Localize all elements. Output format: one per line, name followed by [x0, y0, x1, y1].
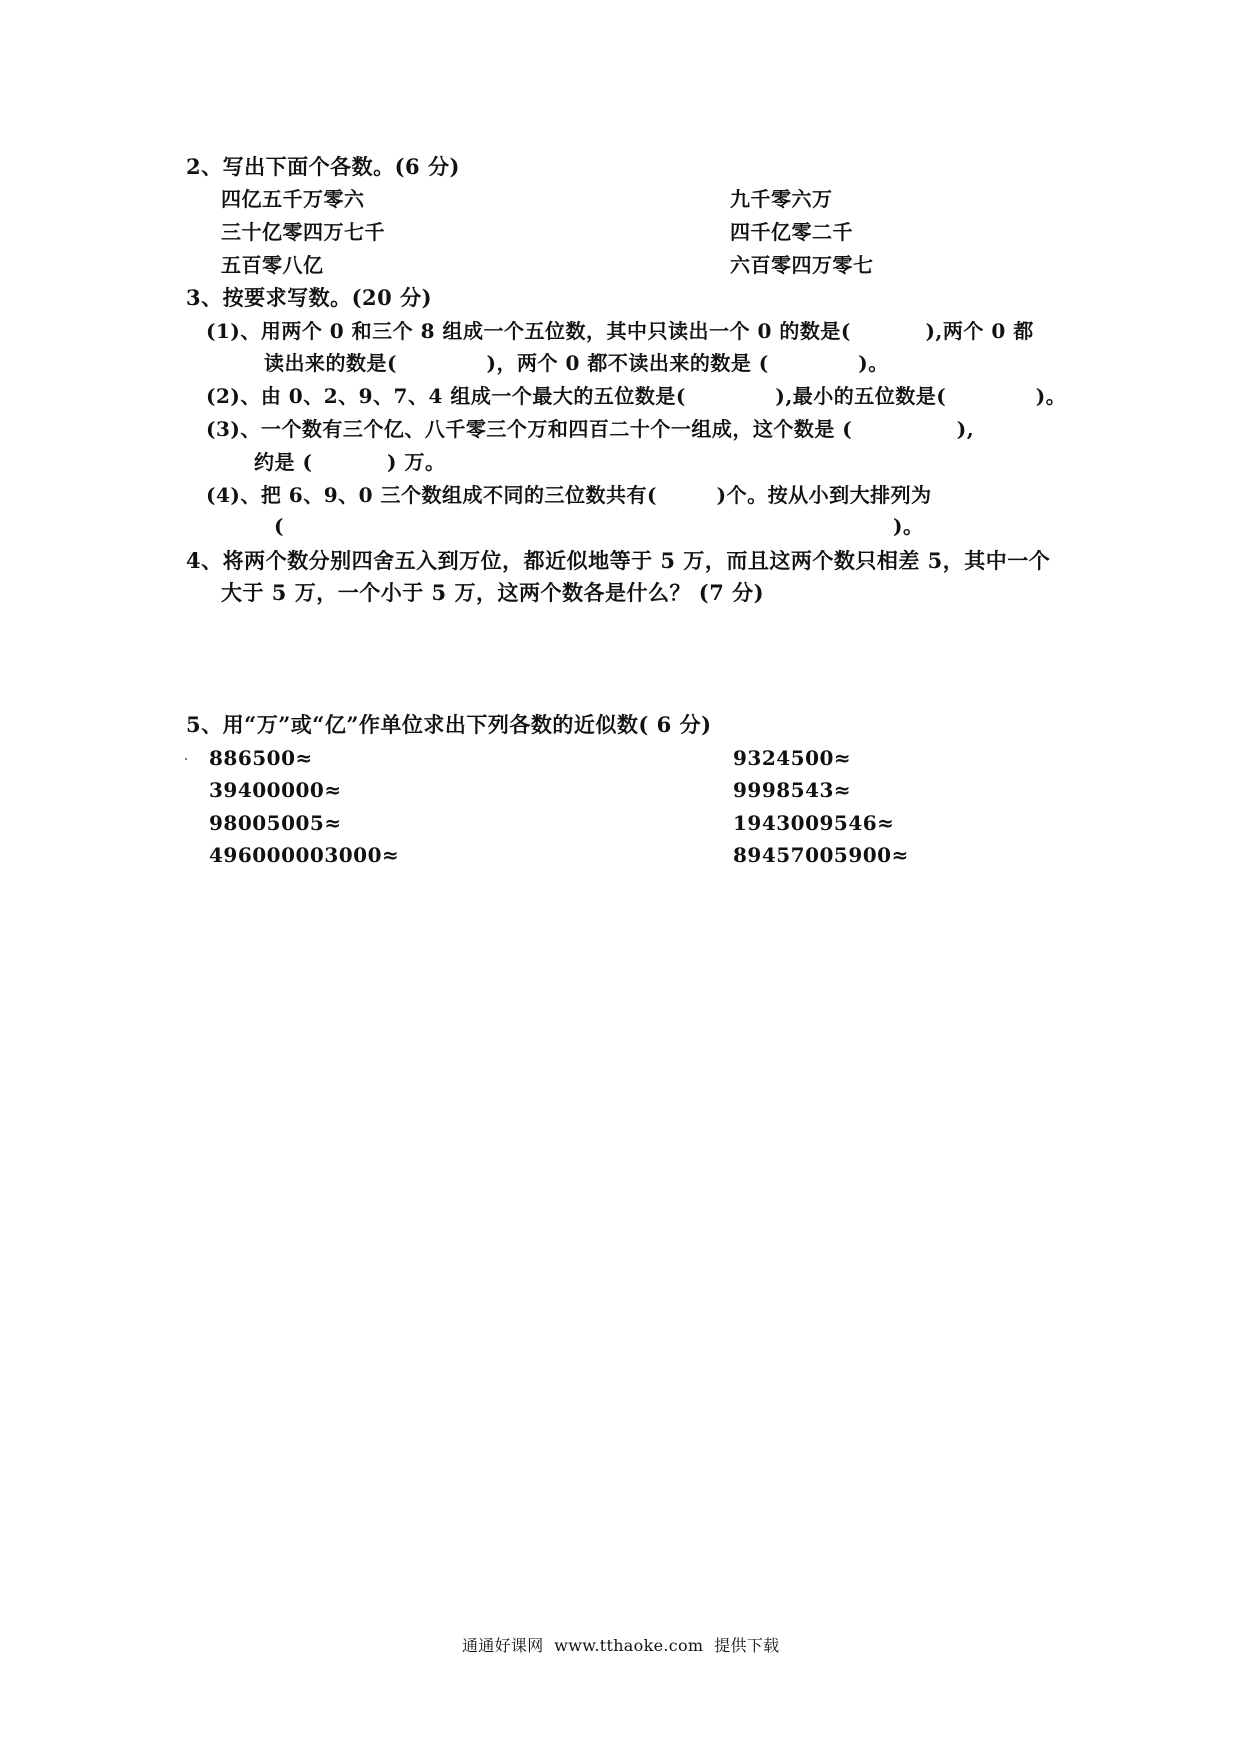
q3-part4-line1: (4)、把 6、9、0 三个数组成不同的三位数共有( )个。按从小到大排列为 [206, 483, 932, 507]
q5-item: 886500≈ [209, 746, 313, 770]
q2-item: 三十亿零四万七千 [221, 220, 385, 244]
q3-part4-close-paren: )。 [893, 514, 924, 538]
q5-item: 1943009546≈ [733, 811, 895, 835]
q2-item: 六百零四万零七 [730, 253, 874, 277]
q5-title: 5、用“万”或“亿”作单位求出下列各数的近似数( 6 分) [186, 712, 712, 737]
q5-item: 9998543≈ [733, 778, 852, 802]
q3-part1-line1: (1)、用两个 0 和三个 8 组成一个五位数，其中只读出一个 0 的数是( ),两个 0 都 [206, 319, 1034, 343]
scan-speck [185, 758, 187, 760]
q5-item: 496000003000≈ [209, 843, 400, 867]
q3-part4-open-paren: ( [274, 514, 284, 538]
q4-line2: 大于 5 万，一个小于 5 万，这两个数各是什么？ (7 分) [221, 580, 765, 605]
q2-title: 2、写出下面个各数。(6 分) [186, 154, 460, 179]
q5-item: 98005005≈ [209, 811, 342, 835]
q4-line1: 4、将两个数分别四舍五入到万位，都近似地等于 5 万，而且这两个数只相差 5，其中一个 [186, 548, 1051, 573]
q2-item: 五百零八亿 [221, 253, 324, 277]
q5-item: 9324500≈ [733, 746, 852, 770]
q3-title: 3、按要求写数。(20 分) [186, 285, 433, 310]
q3-part2: (2)、由 0、2、9、7、4 组成一个最大的五位数是( ),最小的五位数是( )。 [206, 384, 1067, 408]
q2-item: 九千零六万 [730, 187, 833, 211]
q3-part1-line2: 读出来的数是( )，两个 0 都不读出来的数是 ( )。 [264, 351, 889, 375]
q5-item: 39400000≈ [209, 778, 342, 802]
q3-part3-line1: (3)、一个数有三个亿、八千零三个万和四百二十个一组成，这个数是 ( ), [206, 417, 975, 441]
q2-item: 四千亿零二千 [730, 220, 853, 244]
q2-item: 四亿五千万零六 [221, 187, 365, 211]
q5-item: 89457005900≈ [733, 843, 909, 867]
footer-credit: 通通好课网 www.tthaoke.com 提供下载 [462, 1636, 780, 1655]
q3-part3-line2: 约是 ( ) 万。 [254, 450, 446, 474]
